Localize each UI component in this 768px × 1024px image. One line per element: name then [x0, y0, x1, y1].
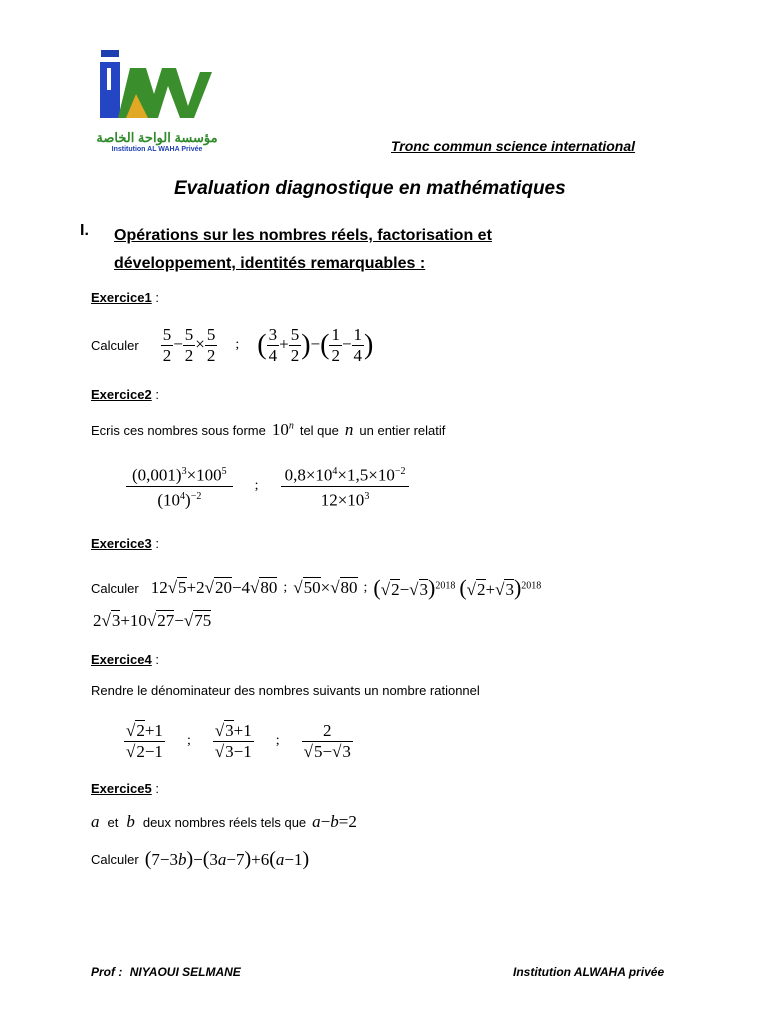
exercise3-calc-label: Calculer: [91, 580, 139, 596]
section-title: [114, 222, 492, 278]
exercise4-separator-1: ;: [186, 733, 191, 748]
exercise1-heading: [91, 289, 159, 307]
exercise3-body-line1: [91, 572, 541, 604]
exercise2-expression-b: $\frac{0,8\times 10^4\times 1,5\times 10^{-2}}{12\times 10^3}$: [281, 462, 410, 510]
exercise1-expression-b: ( $\frac{3}{4}$ + $\frac{5}{2}$ )−( $\frac{1}{2}$ − $\frac{1}{4}$ ): [257, 324, 374, 365]
exercise2-text-c: un entier relatif: [359, 423, 446, 438]
exercise5-variable-a: a: [91, 812, 100, 831]
exercise5-variable-b: b: [126, 812, 135, 831]
exercise2-colon: :: [151, 387, 159, 402]
exercise3-separator-1: ;: [283, 580, 288, 595]
exercise4-expression-a: $\frac{√2+1}{√2-1}$: [126, 720, 163, 761]
exercise2-text-a: Ecris ces nombres sous forme: [91, 423, 266, 438]
footer-prof-name: NIYAOUI SELMANE: [129, 965, 241, 979]
footer-prof: [91, 965, 241, 979]
exercise2-instruction: [91, 420, 445, 440]
exercise1-body: [91, 322, 373, 368]
exercise2-power-form: 10$^n$: [271, 420, 294, 439]
exercise1-calc-label: Calculer: [91, 337, 139, 353]
exercise5-text: deux nombres réels tels que: [142, 815, 307, 830]
exercise3-expression-b: √50×√80: [293, 578, 358, 597]
logo-latin-text: Institution AL WAHA Privée: [111, 146, 203, 153]
exercise4-heading: [91, 651, 159, 669]
exercise3-body-line2: [93, 611, 211, 631]
exercise2-variable-n: n: [344, 420, 354, 439]
exercise3-title: Exercice3: [91, 536, 152, 551]
exercise4-instruction: Rendre le dénominateur des nombres suivants un nombre rationnel: [91, 683, 480, 698]
exercise4-title: Exercice4: [91, 652, 152, 667]
exercise4-expression-c: $\frac{2}{√5-√3}$: [303, 720, 351, 761]
exercise3-expression-d: 2√3+10√27−√75: [93, 611, 212, 630]
exercise1-title: Exercice1: [91, 290, 152, 305]
exercise5-body: [91, 848, 309, 871]
exercise5-expression: (7−3b)−(3a−7)+6(a−1): [144, 848, 310, 870]
page-title: Evaluation diagnostique en mathématiques: [174, 178, 566, 199]
section-title-line1: Opérations sur les nombres réels, factorisation et: [114, 227, 492, 244]
exercise3-expression-a: 12√5+2√20−4√80: [150, 578, 278, 597]
exercise5-calc-label: Calculer: [91, 852, 139, 867]
exercise2-title: Exercice2: [91, 387, 152, 402]
exercise5-title: Exercice5: [91, 781, 152, 796]
exercise3-expression-c: $(√2-√3)^{2018}$ $(√2+√3)^{2018}$: [373, 575, 542, 600]
section-number: I.: [80, 222, 89, 239]
exercise4-separator-2: ;: [275, 733, 280, 748]
logo-mark: [96, 46, 218, 126]
exercise5-statement: [91, 812, 357, 832]
exercise5-colon: :: [151, 781, 159, 796]
footer-prof-label: Prof :: [91, 965, 123, 979]
logo: [96, 46, 218, 151]
logo-arabic-text: مؤسسة الواحة الخاصة: [96, 130, 218, 145]
exercise2-body: [126, 458, 409, 514]
track-label: Tronc commun science international: [391, 138, 636, 154]
exercise2-expression-a: $\frac{(0,001)^3\times 100^5}{(10^4)^{-2}}$: [126, 462, 233, 510]
exercise2-separator: ;: [254, 478, 259, 493]
exercise5-condition: a−b=2: [312, 812, 357, 831]
exercise5-heading: [91, 780, 159, 798]
exercise3-separator-2: ;: [363, 580, 368, 595]
exercise3-colon: :: [151, 536, 159, 551]
exercise4-colon: :: [151, 652, 159, 667]
exercise1-colon: :: [151, 290, 159, 305]
exercise1-separator: ;: [235, 337, 240, 352]
exercise1-expression-a: $\frac{5}{2}$ − $\frac{5}{2}$ × $\frac{5}{2}$: [162, 324, 216, 365]
exercise4-body: [124, 716, 353, 766]
footer-institution: Institution ALWAHA privée: [513, 965, 665, 979]
exercise2-text-b: tel que: [299, 423, 339, 438]
exercise5-et: et: [107, 815, 119, 830]
exercise2-heading: [91, 386, 159, 404]
exercise3-heading: [91, 535, 159, 553]
section-title-line2: développement, identités remarquables :: [114, 255, 426, 272]
exercise4-expression-b: $\frac{√3+1}{√3-1}$: [214, 720, 252, 761]
